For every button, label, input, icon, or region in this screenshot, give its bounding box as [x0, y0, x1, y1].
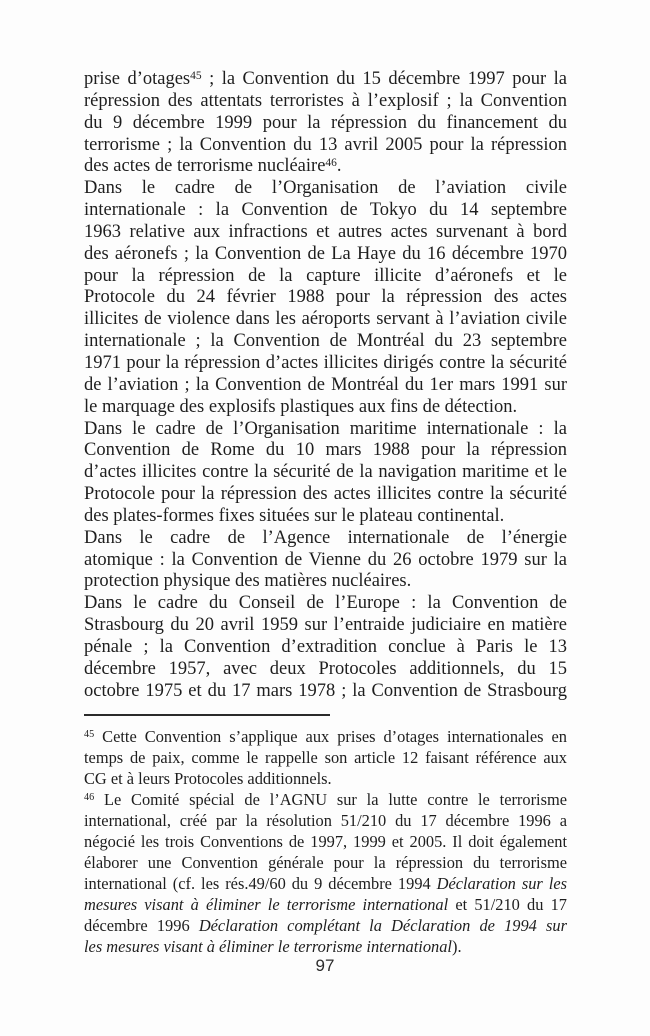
- text-run: mesures visant à éliminer le terrorisme international: [84, 895, 449, 914]
- text-run: des plates-formes fixes situées sur le plateau continental.: [84, 505, 505, 526]
- text-run: Cette Convention s’applique aux prises d’otages internationales en: [94, 727, 567, 746]
- body-line: [84, 156, 567, 178]
- paragraph: [84, 419, 567, 528]
- text-run: et 51/210 du 17: [448, 895, 567, 914]
- text-run: Dans le cadre de l’Organisation de l’aviation civile: [84, 178, 567, 199]
- text-run: des aéronefs ; la Convention de La Haye du 16 décembre 1970: [84, 243, 567, 264]
- text-run: illicites de violence dans les aéroports servant à l’aviation civile: [84, 309, 567, 330]
- text-run: négocié les trois Conventions de 1997, 1999 et 2005. Il doit également: [84, 832, 567, 851]
- footnote-line: [84, 768, 567, 789]
- text-run: octobre 1975 et du 17 mars 1978 ; la Convention de Strasbourg: [84, 680, 567, 701]
- body-line: [84, 266, 567, 288]
- text-run: de l’aviation ; la Convention de Montréal du 1er mars 1991 sur: [84, 374, 567, 395]
- text-run: décembre 1957, avec deux Protocoles additionnels, du 15: [84, 658, 567, 679]
- text-run: d’actes illicites contre la sécurité de la navigation maritime et le: [84, 462, 567, 483]
- footnote-line: [84, 747, 567, 768]
- text-run: 1963 relative aux infractions et autres actes survenant à bord: [84, 221, 567, 242]
- footnote-line: [84, 810, 567, 831]
- text-run: élaborer une Convention générale pour la répression du terrorisme: [84, 853, 567, 872]
- footnote-line: [84, 915, 567, 936]
- text-run: protection physique des matières nucléaires.: [84, 571, 412, 592]
- body-line: [84, 135, 567, 157]
- text-run: Dans le cadre du Conseil de l’Europe : la Convention de: [84, 593, 567, 614]
- text-run: Déclaration complétant la Déclaration de 1994 sur: [198, 916, 567, 935]
- body-line: [84, 440, 567, 462]
- text-run: du 9 décembre 1999 pour la répression du financement du: [84, 112, 567, 133]
- body-line: [84, 484, 567, 506]
- text-run: international (cf. les rés.49/60 du 9 décembre 1994: [84, 874, 437, 893]
- body-line: [84, 287, 567, 309]
- page-number: 97: [315, 956, 335, 975]
- body-line: [84, 506, 567, 528]
- text-run: décembre 1996: [84, 916, 199, 935]
- body-line: [84, 244, 567, 266]
- body-line: [84, 178, 567, 200]
- footnote-line: [84, 789, 567, 810]
- body-line: [84, 615, 567, 637]
- body-text: [84, 69, 567, 702]
- footnote-46: [84, 789, 567, 957]
- footnote-ref: 45: [190, 69, 202, 82]
- footnote-45: [84, 726, 567, 789]
- text-run: 1971 pour la répression d’actes illicites dirigés contre la sécurité: [84, 352, 567, 373]
- body-line: [84, 550, 567, 572]
- text-run: international, créé par la résolution 51/210 du 17 décembre 1996 a: [84, 811, 567, 830]
- body-line: [84, 419, 567, 441]
- text-run: Protocole pour la répression des actes illicites contre la sécurité: [84, 484, 567, 505]
- text-run: prise d’otages: [84, 69, 191, 89]
- body-line: [84, 375, 567, 397]
- footnote-ref: 46: [84, 792, 95, 804]
- text-run: pour la répression de la capture illicite d’aéronefs et le: [84, 265, 567, 286]
- text-run: internationale ; la Convention de Montréal du 23 septembre: [84, 331, 567, 352]
- text-run: atomique : la Convention de Vienne du 26 octobre 1979 sur la: [84, 549, 567, 570]
- text-run: répression des attentats terroristes à l’explosif ; la Convention: [84, 90, 567, 111]
- text-run: .: [336, 156, 342, 177]
- text-run: les mesures visant à éliminer le terrorisme international: [84, 937, 452, 956]
- body-line: [84, 571, 567, 593]
- footnote-line: [84, 873, 567, 894]
- text-run: Dans le cadre de l’Organisation maritime internationale : la: [84, 418, 567, 439]
- text-run: ; la Convention du 15 décembre 1997 pour la: [201, 69, 567, 89]
- footnote-line: [84, 894, 567, 915]
- body-line: [84, 309, 567, 331]
- footnotes-section: [84, 726, 567, 957]
- text-run: CG et à leurs Protocoles additionnels.: [84, 769, 332, 788]
- body-line: [84, 91, 567, 113]
- text-run: ).: [452, 937, 462, 956]
- text-run: temps de paix, comme le rappelle son article 12 faisant référence aux: [84, 748, 567, 767]
- body-line: [84, 397, 567, 419]
- body-line: [84, 659, 567, 681]
- body-line: [84, 593, 567, 615]
- text-run: Dans le cadre de l’Agence internationale de l’énergie: [84, 527, 567, 548]
- text-run: terrorisme ; la Convention du 13 avril 2005 pour la répression: [84, 134, 567, 155]
- body-line: [84, 222, 567, 244]
- text-run: Convention de Rome du 10 mars 1988 pour la répression: [84, 440, 567, 461]
- body-line: [84, 681, 567, 703]
- footnote-line: [84, 831, 567, 852]
- body-line: [84, 331, 567, 353]
- text-run: Strasbourg du 20 avril 1959 sur l’entraide judiciaire en matière: [84, 615, 567, 636]
- body-line: [84, 637, 567, 659]
- paragraph: [84, 178, 567, 418]
- footnote-ref: 45: [84, 729, 95, 741]
- text-run: Le Comité spécial de l’AGNU sur la lutte contre le terrorisme: [94, 790, 567, 809]
- text-run: Protocole du 24 février 1988 pour la répression des actes: [84, 287, 567, 308]
- text-run: des actes de terrorisme nucléaire: [84, 156, 326, 177]
- paragraph: [84, 593, 567, 702]
- text-run: Déclaration sur les: [436, 874, 567, 893]
- body-line: [84, 200, 567, 222]
- text-run: le marquage des explosifs plastiques aux fins de détection.: [84, 396, 518, 417]
- body-line: [84, 113, 567, 135]
- body-line: [84, 528, 567, 550]
- footnote-separator: [84, 714, 330, 716]
- paragraph: [84, 528, 567, 594]
- body-line: [84, 462, 567, 484]
- footnote-line: [84, 852, 567, 873]
- text-run: pénale ; la Convention d’extradition conclue à Paris le 13: [84, 636, 567, 657]
- paragraph: [84, 69, 567, 178]
- footnote-ref: 46: [325, 156, 337, 169]
- footnote-line: [84, 726, 567, 747]
- body-line: [84, 353, 567, 375]
- text-run: internationale : la Convention de Tokyo du 14 septembre: [84, 200, 567, 221]
- body-line: [84, 69, 567, 91]
- footnote-line: [84, 936, 567, 957]
